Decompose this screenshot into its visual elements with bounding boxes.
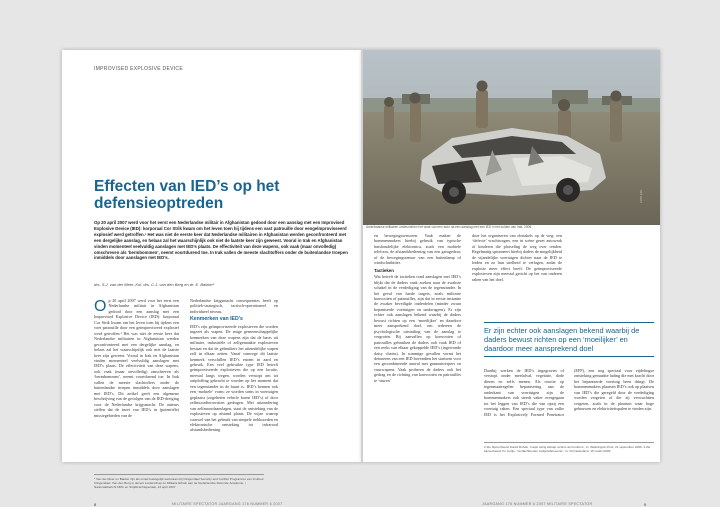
article-photo bbox=[362, 50, 660, 225]
running-footer: JAARGANG 176 NUMMER 6 2007 MILITAIRE SPECTATOR bbox=[482, 502, 593, 506]
body-text: IED’s zijn geïmproviseerde explosieven die worden ingezet als wapen. De enige gemeenschappelijke kenmerken van deze wapens zijn dat de basis uit militaire, industriële of zelfgemaakte explosieven bestaat en dat de gebruikers het uiteindelijke wapen zelf in elkaar zetten. Vanaf vanwege dit laatste kenmerk verschillen IED’s enorm in aard en gebruik. Een veel gebruikte type IED betreft geïmproviseerde explosieven die op een locatie, meestal langs wegen, worden verstopt om tot ontploffing gebracht te worden op het moment dat een tegenstander in de buurt is. IED’s kennen ook een ‘mobiele’ vorm; ze worden soms in voertuigen geplaatst (zogeheten vehicle borne IED’s) of door zelfmoordterroristen gedragen. Met uitzondering van zelfmoordaanslagen, staat de ontsteking van de explosieven op afstand plaats. De wijze waarop vaarwel van het gebruik van simpele trekkoorden en elektronische ontsteking tot infrarood afstandsbediening bbox=[190, 323, 278, 433]
body-text: p 20 april 2007 werd voor het eerst een Nederlandse militair in Afghanistan gedood door een aanslag met een Improvised Explosive Device (IED): korporaal Cor Strik kwam om het leven toen hij tijdens een voet patrouille door een geimproviseerd explosief werd getroffen.¹ Het was niet de eerste keer dat Nederlandse militairen in Afghanistan werden geconfronteerd met een dergelijke aanslag, en helaas zal het waarschijnlijk ook niet de laatste keer zijn geweest. Vooral in Irak en Afghanistan vinden momenteel veelvuldig aanslagen met IED’s plaats. De effectiviteit van deze wapens, ook vaak (maar onvolledig) omschreven als ‘bermbommen’, neemt voortdurend toe. In Irak vallen de meeste slachtoffers onder de buitenlandse troepen inmiddels door aanslagen met IED’s. Dit artikel geeft een algemene beschrijving van de gevolgen van de IED-dreiging voor de Nederlandse krijgsmacht. De auteurs stellen dat de inzet van IED’s in (potentiële) missiegebieden van de bbox=[94, 298, 179, 418]
body-text: door het organiseren van obstakels op de weg: een ‘defecte’ vrachtwagen, een in scène gezet autowrak of kinderen die plotseling de weg over renden. Regelmatig spionneert hierbij daders de mogelijkheid de vijandelijke voertuigen dichter naar de IED te leiden en zo hun snelheid te verlagen, zodat de explosie meer effect heeft. De geïmproviseerde explosieven zijn meestal gericht op het van onderen raken van het doel. bbox=[472, 233, 562, 282]
section-label: IMPROVISED EXPLOSIVE DEVICE bbox=[94, 66, 183, 72]
body-text: Nederlandse krijgsmacht consequenties heeft op politiek-strategisch, tactisch-operationeel en individueel niveau. bbox=[190, 298, 278, 314]
footnotes: 2 Zie bijvoorbeeld: David Rohde, ‘Iraqis using kidnap victims as bombers’, in: Washington Post, 21 september 2006. 3 Zie bijvoorbeeld: Ko Colijn, ‘Verdachtheden zelfgefabriceerde’, in: Vrij Nederland, 15 maart 2006. bbox=[484, 442, 654, 453]
body-text: Daarbij werken de IED’s ingegraven of verstopt onder meelafval, vegetatie, dode dieren en zelfs menen. Als reactie op tegenmaatregelen bepantsering aan de onderkant van voertuigen zijn de bommenmakers ook steeds vaker overgegaan tot het leggen van IED’s die van opzij een voertuig raken. Een speciaal type van zulke IED is het Explosively Formed Penetrator (EFP), een nog speciaal voor zijdelingse ontsteking gemaakte lading die met kracht door het bepantserde voertuig heen dringt. De bommenmakers plaatsen IED’s ook op plaatsen van IED’s die geregeld door de verdediging worden vergeten of die zij verwachtten vergeten, zoals in de plaatsen waar hoge gebouwen en elektriciteitspalen te vinden zijn. bbox=[484, 368, 654, 417]
running-footer: MILITAIRE SPECTATOR JAARGANG 176 NUMMER 6 2007 bbox=[172, 502, 283, 506]
body-column-3 bbox=[484, 368, 654, 417]
footnotes: * Van der Meer en Bakker zijn als onderzoeksgelijk werkzaam bij Clingendael Security and Conflict Programme van Instituut Clingendael. Van den Berg is docent Leiderschap en Militaire Ethiek aan de Nederlandse Defensie Academie. ¹ Nationaalbericht NRC en Strijdkrachtspeciaal, 24 april 2007. bbox=[94, 474, 264, 489]
article-title: Effecten van IED’s op het defensieoptreden bbox=[94, 178, 280, 212]
section-heading: Kenmerken van IED’s bbox=[190, 316, 243, 323]
photo-credit: FOTO EPA bbox=[640, 190, 643, 203]
spine-gutter bbox=[361, 50, 363, 462]
body-column-2 bbox=[472, 233, 562, 282]
pull-quote: Er zijn echter ook aanslagen bekend waarbij de daders bewust richten op een ‘moeilijker’ en daardoor meer aansprekend doel bbox=[484, 322, 654, 357]
right-page bbox=[362, 50, 660, 507]
photo-illustration bbox=[362, 50, 660, 225]
left-page bbox=[62, 50, 362, 507]
page-number: 8 bbox=[94, 502, 97, 507]
body-text: en bewegingssensoren. Vaak maken de bommenmakers hierbij gebruik van typische huishoudelijke elektronica, zoals een mobiele telefoon, de afstandsbediening van een garagedeur, of de bewegingssensor van een buitenlamp of windschutbitter. bbox=[374, 233, 461, 266]
article-lead: Op 20 april 2007 werd voor het eerst een Nederlandse militair in Afghanistan gedood door een aanslag met een Improvised Explosive Device (IED): korporaal Cor Strik kwam om het leven toen hij tijdens een vast patrouille door eengelmprovisseerd explosief werd getroffen.¹ Het was niet de eerste keer dat Nederlandse militairen in Afghanistan werden geconfronteerd met een dergelijke aanslag, en helaas zal het waarschijnlijk ook niet de laatste keer zijn geweest. Vooral in Irak en Afghanistan vinden momenteel veelvuldig aanslagen met IED’s plaats. De effectiviteit van deze wapens, ook vaak (maar onvolledig) omschreven als ‘bermbommen’, neemt voortdurend toe. In Irak vallen de meeste slachtoffers onder de buitenlandse troepen inmiddels door aanslagen met IED’s. bbox=[94, 220, 348, 261]
section-heading: Tactieken bbox=[374, 267, 394, 273]
body-column-1 bbox=[94, 298, 179, 418]
drop-cap: O bbox=[94, 298, 107, 315]
article-authors: drs. S.J. van der Meer, Kol. drs. C.J. van den Berg en dr. E. Bakker* bbox=[94, 282, 215, 287]
body-column-1 bbox=[374, 233, 461, 383]
body-column-2 bbox=[190, 298, 278, 433]
body-text: Wat betreft de tactieken rond aanslagen met IED’s blijkt dat de daders vaak zoeken naar de zwakste schakel in de verdediging van de tegenstander. In het geval van harde targets, zoals militaire konvooien of patrouilles, zijn dat in eerste instantie de zwaker beveiligde onderdelen (minder zwaar bepantserde voertuigen en tankwagens). Er zijn echter ook aanslagen bekend waarbij de daders bewust richten op een ‘moeilijker’ en daardoor meer aansprekend doel, om iedereen de psychologische uitstraling van de aanslag te vergroten. Bij aanvallen op konvooien of patrouilles gebruiken de daders ook vaak IED of een reeks van elkaar gekoppelde IED’s (ingewonde daisy chains). In sommige gevallen vormt het detoneren van een IED bovendien het startsein voor een gecombineerde aanval met granaatwerpers en vuurwapens. Vaak proberen de daders ook het gedrag en de richting van konvooien en patrouilles te ‘sturen’ bbox=[374, 274, 461, 383]
page-number: 9 bbox=[644, 502, 647, 507]
photo-caption: Amerikaanse militairen onderzoeken het wrak van een auto na een aanslag met een IED in het zuiden van Irak, 2006 bbox=[366, 225, 532, 229]
